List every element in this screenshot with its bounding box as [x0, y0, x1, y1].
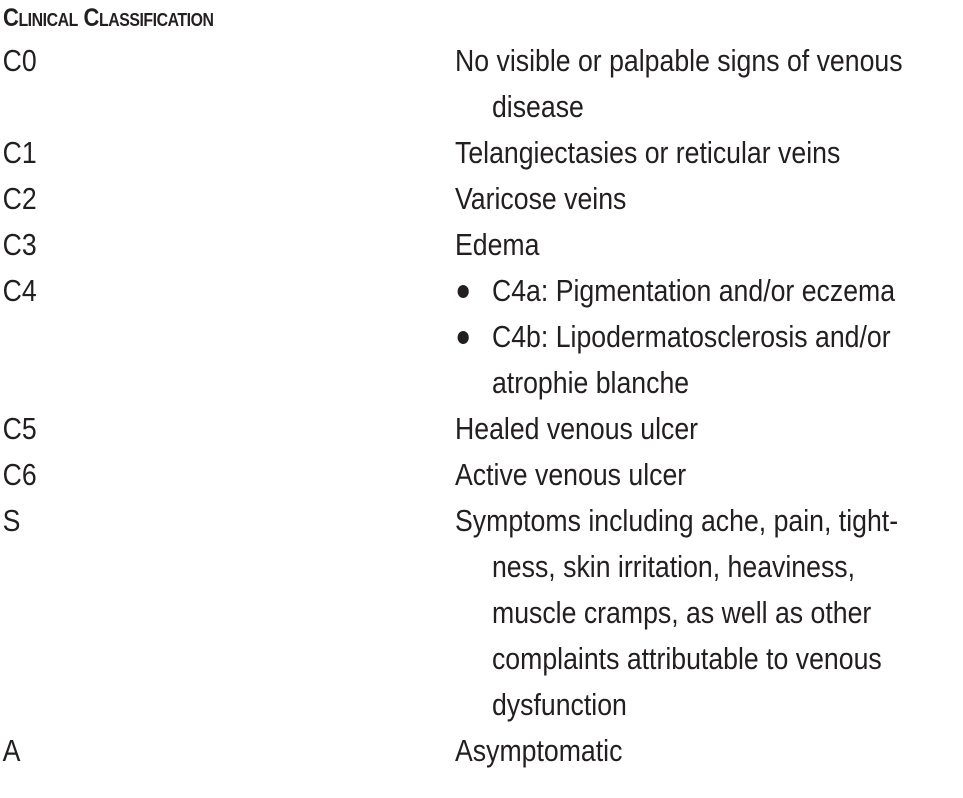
classification-code: C5	[2, 411, 37, 446]
description-line: Edema	[455, 227, 540, 262]
table-row	[0, 268, 963, 406]
table-row	[0, 406, 963, 452]
bullet-text: C4a: Pigmentation and/or eczema	[491, 273, 896, 308]
description-line: ness, skin irritation, heaviness,	[491, 549, 856, 584]
description-line: Asymptomatic	[455, 733, 623, 768]
classification-code: C2	[2, 181, 37, 216]
table-row	[0, 176, 963, 222]
description-line: disease	[491, 89, 584, 124]
classification-description	[455, 452, 885, 498]
classification-code: A	[2, 733, 21, 768]
bullet-item	[455, 314, 891, 360]
description-line: muscle cramps, as well as other	[491, 595, 872, 630]
bullet-continuation-line: atrophie blanche	[491, 365, 690, 400]
classification-description	[455, 130, 885, 176]
classification-description	[455, 498, 899, 728]
description-line: Symptoms including ache, pain, tight-	[455, 503, 899, 538]
table-row	[0, 222, 963, 268]
bullet-text: C4b: Lipodermatosclerosis and/or	[491, 319, 891, 354]
description-line: No visible or palpable signs of venous	[455, 43, 903, 78]
classification-description	[455, 268, 896, 406]
classification-description	[455, 222, 885, 268]
table-row	[0, 498, 963, 728]
table-row	[0, 452, 963, 498]
classification-code: C6	[2, 457, 37, 492]
table-row	[0, 728, 963, 774]
table-row	[0, 130, 963, 176]
classification-code: C4	[2, 273, 37, 308]
classification-rows	[0, 38, 963, 774]
table-heading: Clinical Classification	[3, 4, 214, 32]
classification-description	[455, 176, 885, 222]
classification-code: S	[2, 503, 21, 538]
classification-code: C3	[2, 227, 37, 262]
bullet-icon	[458, 285, 469, 298]
classification-description	[455, 406, 885, 452]
description-line: Healed venous ulcer	[455, 411, 699, 446]
classification-code: C0	[2, 43, 37, 78]
bullet-icon	[458, 331, 469, 344]
classification-code: C1	[2, 135, 37, 170]
classification-description	[455, 728, 885, 774]
description-line: dysfunction	[491, 687, 627, 722]
description-line: Active venous ulcer	[455, 457, 687, 492]
description-line: Telangiectasies or reticular veins	[455, 135, 841, 170]
description-line: Varicose veins	[455, 181, 627, 216]
table-row	[0, 38, 963, 130]
description-line: complaints attributable to venous	[491, 641, 882, 676]
bullet-item	[455, 268, 896, 314]
classification-description	[455, 38, 903, 130]
